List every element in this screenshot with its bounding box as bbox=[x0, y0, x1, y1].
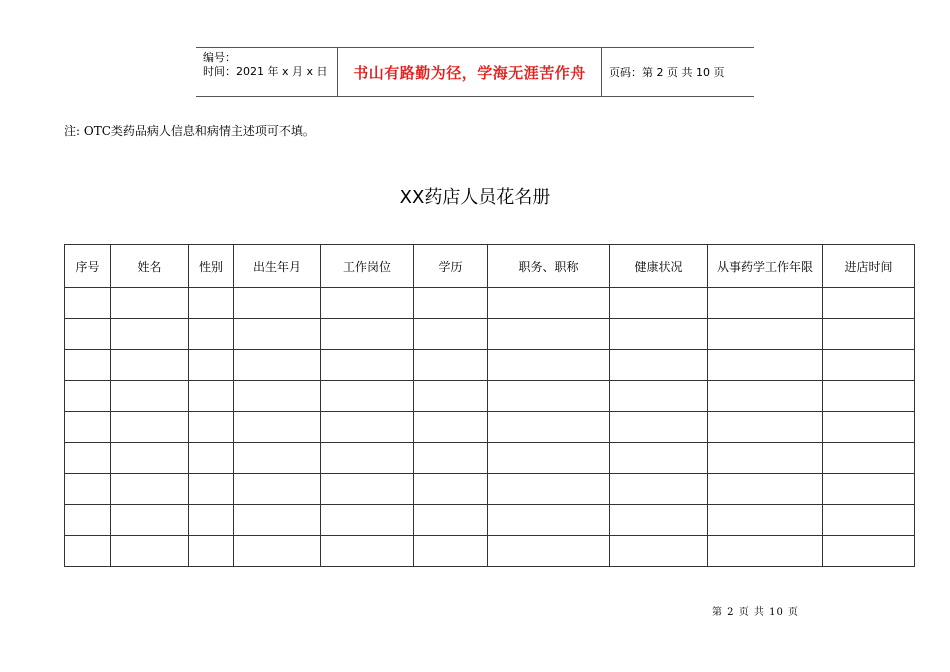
table-cell bbox=[111, 474, 189, 505]
table-cell bbox=[189, 412, 234, 443]
number-label: 编号： bbox=[203, 51, 236, 64]
table-cell bbox=[65, 505, 111, 536]
column-header-years: 从事药学工作年限 bbox=[708, 245, 823, 288]
column-header-birth: 出生年月 bbox=[234, 245, 321, 288]
table-cell bbox=[823, 288, 915, 319]
table-cell bbox=[321, 505, 414, 536]
table-cell bbox=[414, 536, 488, 567]
table-cell bbox=[234, 412, 321, 443]
table-cell bbox=[823, 536, 915, 567]
table-cell bbox=[321, 443, 414, 474]
table-cell bbox=[321, 319, 414, 350]
table-cell bbox=[823, 443, 915, 474]
column-header-position: 工作岗位 bbox=[321, 245, 414, 288]
table-cell bbox=[708, 381, 823, 412]
column-header-health: 健康状况 bbox=[610, 245, 708, 288]
table-cell bbox=[488, 319, 610, 350]
table-cell bbox=[414, 288, 488, 319]
table-cell bbox=[65, 474, 111, 505]
table-cell bbox=[321, 536, 414, 567]
column-header-join-date: 进店时间 bbox=[823, 245, 915, 288]
table-cell bbox=[321, 288, 414, 319]
table-cell bbox=[189, 505, 234, 536]
table-cell bbox=[610, 381, 708, 412]
table-cell bbox=[708, 288, 823, 319]
page-footer: 第 2 页 共 10 页 bbox=[712, 607, 799, 618]
table-cell bbox=[708, 474, 823, 505]
table-cell bbox=[610, 443, 708, 474]
table-row bbox=[65, 412, 915, 443]
table-cell bbox=[823, 505, 915, 536]
column-header-index: 序号 bbox=[65, 245, 111, 288]
table-cell bbox=[234, 536, 321, 567]
table-cell bbox=[234, 288, 321, 319]
table-row bbox=[65, 319, 915, 350]
table-cell bbox=[708, 536, 823, 567]
table-cell bbox=[321, 412, 414, 443]
table-cell bbox=[111, 350, 189, 381]
table-cell bbox=[111, 319, 189, 350]
table-cell bbox=[610, 350, 708, 381]
table-row bbox=[65, 536, 915, 567]
table-cell bbox=[321, 474, 414, 505]
table-cell bbox=[414, 505, 488, 536]
table-cell bbox=[189, 288, 234, 319]
table-cell bbox=[111, 505, 189, 536]
table-cell bbox=[234, 350, 321, 381]
table-cell bbox=[488, 350, 610, 381]
table-cell bbox=[488, 412, 610, 443]
table-cell bbox=[65, 319, 111, 350]
table-cell bbox=[488, 474, 610, 505]
column-header-gender: 性别 bbox=[189, 245, 234, 288]
table-cell bbox=[111, 443, 189, 474]
table-row bbox=[65, 381, 915, 412]
table-cell bbox=[823, 474, 915, 505]
table-cell bbox=[111, 536, 189, 567]
table-cell bbox=[189, 536, 234, 567]
table-cell bbox=[65, 412, 111, 443]
table-cell bbox=[189, 474, 234, 505]
table-row bbox=[65, 443, 915, 474]
column-header-name: 姓名 bbox=[111, 245, 189, 288]
table-cell bbox=[234, 381, 321, 412]
table-cell bbox=[610, 536, 708, 567]
table-header-row bbox=[65, 245, 915, 288]
table-cell bbox=[234, 505, 321, 536]
table-cell bbox=[65, 381, 111, 412]
table-cell bbox=[708, 412, 823, 443]
time-label: 时间：2021 年 x 月 x 日 bbox=[203, 65, 328, 78]
page-header bbox=[196, 47, 754, 97]
column-header-title: 职务、职称 bbox=[488, 245, 610, 288]
table-cell bbox=[65, 536, 111, 567]
table-cell bbox=[189, 319, 234, 350]
table-cell bbox=[65, 443, 111, 474]
table-cell bbox=[610, 412, 708, 443]
table-cell bbox=[488, 536, 610, 567]
table-cell bbox=[823, 350, 915, 381]
table-cell bbox=[610, 319, 708, 350]
table-cell bbox=[708, 505, 823, 536]
table-cell bbox=[414, 474, 488, 505]
table-cell bbox=[488, 288, 610, 319]
table-cell bbox=[414, 319, 488, 350]
table-cell bbox=[111, 412, 189, 443]
header-meta bbox=[196, 48, 338, 96]
table-cell bbox=[321, 350, 414, 381]
table-cell bbox=[65, 288, 111, 319]
table-body bbox=[65, 288, 915, 567]
table-row bbox=[65, 350, 915, 381]
table-cell bbox=[610, 474, 708, 505]
table-cell bbox=[414, 443, 488, 474]
table-cell bbox=[488, 381, 610, 412]
table-cell bbox=[708, 319, 823, 350]
table-cell bbox=[488, 443, 610, 474]
table-cell bbox=[708, 443, 823, 474]
table-cell bbox=[414, 381, 488, 412]
table-cell bbox=[414, 412, 488, 443]
table-cell bbox=[234, 319, 321, 350]
document-title: XX药店人员花名册 bbox=[399, 187, 551, 208]
table-cell bbox=[823, 381, 915, 412]
table-row bbox=[65, 505, 915, 536]
table-cell bbox=[708, 350, 823, 381]
column-header-education: 学历 bbox=[414, 245, 488, 288]
table-cell bbox=[189, 381, 234, 412]
table-cell bbox=[488, 505, 610, 536]
table-cell bbox=[414, 350, 488, 381]
table-cell bbox=[610, 505, 708, 536]
table-row bbox=[65, 474, 915, 505]
header-motto: 书山有路勤为径，学海无涯苦作舟 bbox=[338, 48, 602, 96]
table-cell bbox=[65, 350, 111, 381]
table-cell bbox=[321, 381, 414, 412]
header-page-label: 页码：第 2 页 共 10 页 bbox=[609, 66, 725, 79]
table-cell bbox=[823, 319, 915, 350]
table-cell bbox=[234, 474, 321, 505]
table-cell bbox=[610, 288, 708, 319]
table-row bbox=[65, 288, 915, 319]
staff-roster-table bbox=[64, 244, 915, 567]
table-cell bbox=[189, 443, 234, 474]
table-cell bbox=[823, 412, 915, 443]
table-cell bbox=[111, 288, 189, 319]
note-text: 注: OTC类药品病人信息和病情主述项可不填。 bbox=[64, 124, 315, 138]
table-cell bbox=[189, 350, 234, 381]
table-cell bbox=[111, 381, 189, 412]
table-cell bbox=[234, 443, 321, 474]
